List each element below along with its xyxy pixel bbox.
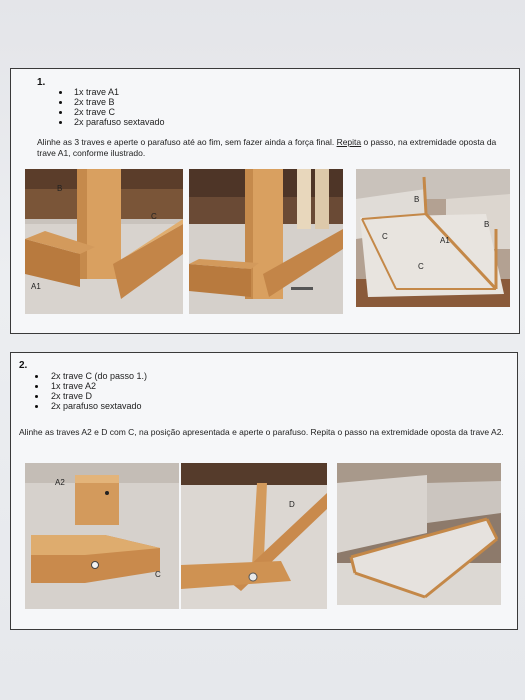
list-item: 2x trave B <box>59 97 165 107</box>
step-2-box <box>10 352 518 630</box>
photo-label: C <box>151 212 157 221</box>
photo-label: C <box>382 232 388 241</box>
step-1-instruction: Alinhe as 3 traves e aperte o parafuso até ao fim, sem fazer ainda a força final. Repita o passo, na extremidade oposta da trave A1, conforme ilustrado. <box>37 137 497 158</box>
photo-label: C <box>418 262 424 271</box>
list-item: 2x parafuso sextavado <box>59 117 165 127</box>
photo-label: A1 <box>440 236 450 245</box>
step-2-photo-2 <box>181 463 327 609</box>
step-1-photo-1 <box>25 169 183 314</box>
step-1-number: 1. <box>37 77 46 88</box>
step-1-photo-3 <box>356 169 510 307</box>
step-2-photo-1 <box>25 463 179 609</box>
photo-label: B <box>414 195 420 204</box>
list-item: 2x parafuso sextavado <box>35 401 147 411</box>
step-2-number: 2. <box>19 360 28 371</box>
photo-label: A2 <box>55 478 65 487</box>
list-item: 1x trave A2 <box>35 381 147 391</box>
step-2-instruction: Alinhe as traves A2 e D com C, na posição apresentada e aperte o parafuso. Repita o passo na extremidade oposta da trave A2. <box>19 427 504 437</box>
list-item: 1x trave A1 <box>59 87 165 97</box>
step-1-photo-2 <box>189 169 343 314</box>
list-item: 2x trave C (do passo 1.) <box>35 371 147 381</box>
photo-label: A1 <box>31 282 41 291</box>
photo-label: C <box>155 570 161 579</box>
list-item: 2x trave D <box>35 391 147 401</box>
photo-label: B <box>484 220 490 229</box>
step-2-parts-list <box>35 371 147 411</box>
step-1-parts-list <box>59 87 165 127</box>
step-1-box <box>10 68 520 334</box>
photo-label: B <box>57 184 63 193</box>
photo-label: D <box>289 500 295 509</box>
step-2-photo-3 <box>337 463 501 605</box>
list-item: 2x trave C <box>59 107 165 117</box>
